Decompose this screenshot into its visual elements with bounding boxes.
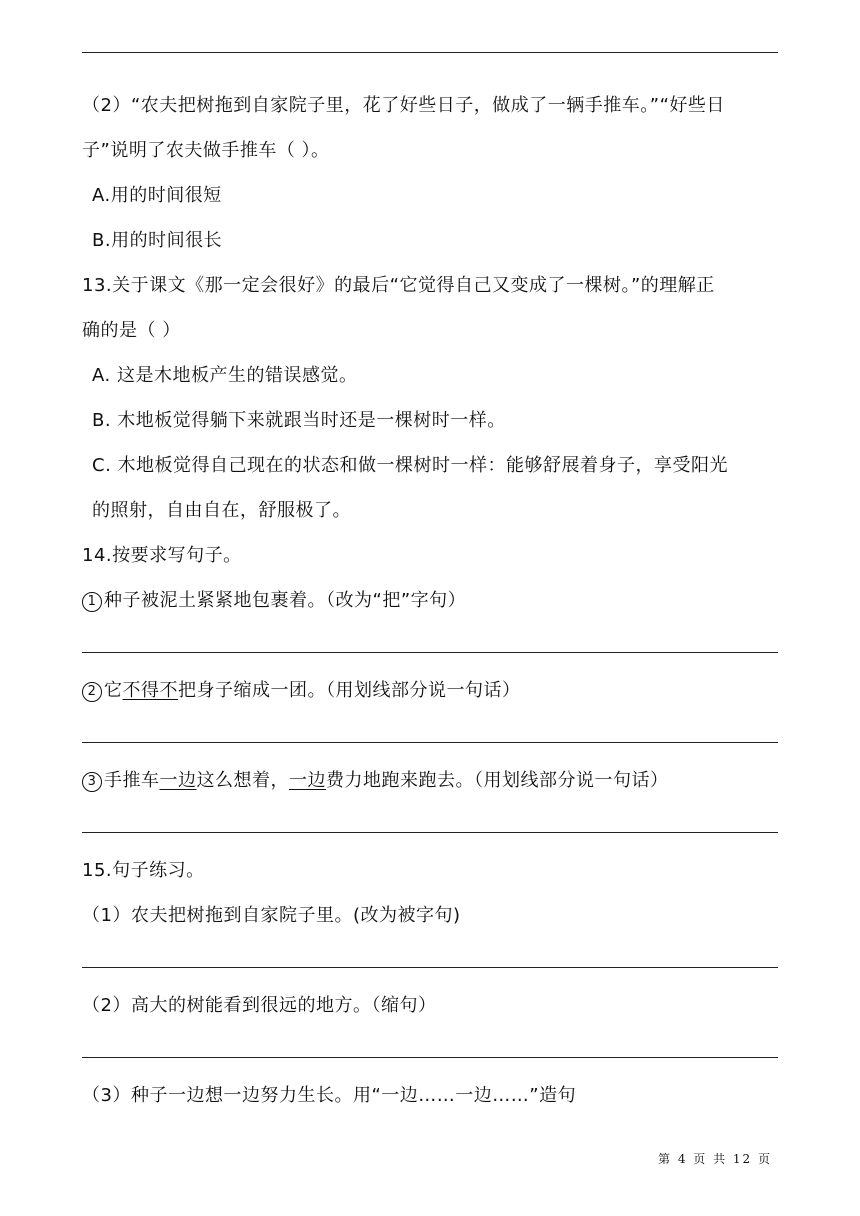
q15-item1: （1）农夫把树拖到自家院子里。(改为被字句) <box>82 905 461 926</box>
underlined-phrase: 不得不 <box>122 680 178 701</box>
q15-title: 15.句子练习。 <box>82 860 205 881</box>
q13-option-c-line2: 的照射，自由自在，舒服极了。 <box>92 500 351 521</box>
answer-line[interactable] <box>82 652 778 653</box>
q12-2-option-a: A.用的时间很短 <box>92 185 222 206</box>
answer-line[interactable] <box>82 742 778 743</box>
answer-line[interactable] <box>82 1057 778 1058</box>
page-footer: 第 4 页 共 12 页 <box>658 1152 772 1166</box>
q13-line1: 13.关于课文《那一定会很好》的最后“它觉得自己又变成了一棵树。”的理解正 <box>82 275 715 296</box>
q15-item2: （2）高大的树能看到很远的地方。（缩句） <box>82 995 437 1016</box>
answer-line[interactable] <box>82 967 778 968</box>
answer-line[interactable] <box>82 832 778 833</box>
q14-item1-text: 种子被泥土紧紧地包裹着。（改为“把”字句） <box>104 590 467 611</box>
q12-2-option-b: B.用的时间很长 <box>92 230 223 251</box>
q14-item2-post: 把身子缩成一团。（用划线部分说一句话） <box>178 680 521 701</box>
q13-option-a: A. 这是木地板产生的错误感觉。 <box>92 365 358 386</box>
underlined-phrase: 一边 <box>289 770 326 791</box>
q14-item3 <box>82 769 782 793</box>
q14-item1 <box>82 589 782 613</box>
circled-number: 3 <box>82 772 102 792</box>
q13-option-c-line1: C. 木地板觉得自己现在的状态和做一棵树时一样：能够舒展着身子，享受阳光 <box>92 455 729 476</box>
circled-number: 2 <box>82 682 102 702</box>
header-rule <box>82 52 778 53</box>
q13-option-b: B. 木地板觉得躺下来就跟当时还是一棵树时一样。 <box>92 410 506 431</box>
q14-item3-post: 费力地跑来跑去。（用划线部分说一句话） <box>326 770 669 791</box>
circled-number: 1 <box>82 592 102 612</box>
q14-item3-mid: 这么想着， <box>196 770 289 791</box>
q13-line2: 确的是（ ） <box>82 320 181 341</box>
underlined-phrase: 一边 <box>159 770 197 791</box>
q14-item3-pre: 手推车 <box>104 770 160 791</box>
q14-item2 <box>82 679 782 703</box>
q14-item2-pre: 它 <box>104 680 123 701</box>
q14-title: 14.按要求写句子。 <box>82 545 242 566</box>
q12-2-line2: 子”说明了农夫做手推车（ ）。 <box>82 140 330 161</box>
q15-item3: （3）种子一边想一边努力生长。用“一边……一边……”造句 <box>82 1085 577 1106</box>
q12-2-line1: （2）“农夫把树拖到自家院子里，花了好些日子，做成了一辆手推车。”“好些日 <box>82 95 725 116</box>
